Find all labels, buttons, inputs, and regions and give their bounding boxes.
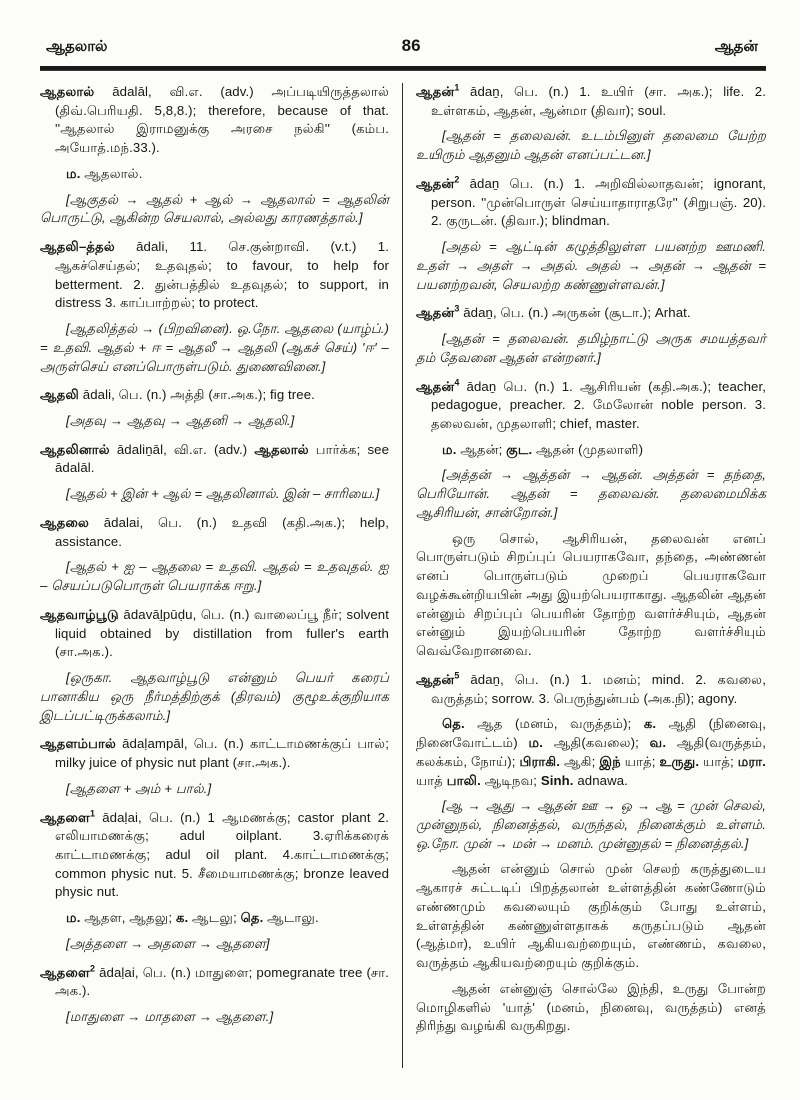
entry-paragraph-lead: ஆதன்$^5$ ādaṉ, பெ. (n.) 1. மனம்; mind. 2. கவலை, வருத்தம்; sorrow. 3. பெருந்துன்பம் (அக.நி); agony. [416, 670, 766, 706]
entry-paragraph-etym: [ஆகுதல் → ஆதல் + ஆல் → ஆதலால் = ஆதலின் பொருட்டு, ஆகின்ற செயலால், அல்லது காரணத்தால்.] [40, 191, 389, 226]
dictionary-entry [40, 809, 389, 954]
dictionary-entry [416, 83, 766, 165]
entry-paragraph-note: ம. ஆதலால். [66, 165, 143, 181]
entry-paragraph-etym: [ஆதன் = தலைவன். தமிழ்நாட்டு அருக சமயத்தவர் தம் தேவனை ஆதன் என்றனர்.] [416, 331, 766, 365]
entry-paragraph-body: ஒரு சொல், ஆசிரியன், தலைவன் எனப் பொருள்படும் சிறப்புப் பெயராகவோ, தந்தை, அண்ணன் எனப் பொருள்படும் முறைப் பெயராகவோ வழக்கூன்றியபின் அது இயற்பெயராகாது. ஆதலின் ஆதன் என்னும் சிறப்புப் பெயரின் தோற்ற வளர்ச்சியும், ஆதன் என்னும் இயற்பெயரின் தோற்ற வளர்ச்சியும் வெவ்வேறானவை. [416, 530, 766, 659]
entry-paragraph-lead: ஆதலி–த்தல் ādali, 11. செ.குன்றாவி. (v.t.) 1. ஆகச்செய்தல்; உதவுதல்; to favour, to help for betterment. 2. துன்பத்தில் உதவுதல்; to support, in distress 3. காப்பாற்றல்; to protect. [40, 239, 389, 311]
entry-paragraph-etym: [அத்தளை → அதளை → ஆதளை] [66, 935, 270, 951]
left-column [40, 83, 403, 1068]
entry-paragraph-note: ம. ஆதள, ஆதலு; க. ஆடலு; தெ. ஆடாலு. [66, 910, 319, 926]
dictionary-entry [416, 671, 766, 1036]
entry-paragraph-lead: ஆதன்$^1$ ādaṉ, பெ. (n.) 1. உயிர் (சா. அக.); life. 2. உள்ளகம், ஆதன், ஆன்மா (திவா); soul. [416, 82, 766, 118]
dictionary-entry [40, 606, 389, 725]
entry-paragraph-lead: ஆதலை ādalai, பெ. (n.) உதவி (கதி.அக.); help, assistance. [40, 514, 389, 549]
entry-paragraph-lead: ஆதலினால் ādaliṉāl, வி.எ. (adv.) ஆதலால் பார்க்க; see ādalāl. [40, 441, 390, 476]
entry-paragraph-etym: [ஆதளை + அம் + பால்.] [66, 780, 212, 796]
entry-paragraph-lead: ஆதன்$^2$ ādaṉ பெ. (n.) 1. அறிவில்லாதவன்; ignorant, person. ''முன்பொருள் செய்யாதாராதரே'' (சிறுபஞ். 20). 2. குருடன். (திவா.); blindman. [416, 174, 766, 229]
entry-paragraph-etym: [மாதுளை → மாதளை → ஆதளை.] [66, 1009, 274, 1025]
entry-paragraph-etym: [அதவு → ஆதவு → ஆதனி → ஆதலி.] [66, 413, 295, 429]
entry-paragraph-lead: ஆதளை$^1$ ādaḷai, பெ. (n.) 1 ஆமணக்கு; castor plant 2. எலியாமணக்கு; adul oilplant. 3.ஏரிக்கரைக் காட்டாமணக்கு; adul oil plant. 4.காட்டாமணக்கு; common physic nut. 5. சீமையாமணக்கு; bronze leaved physic nut. [40, 808, 389, 900]
entry-paragraph-lead: ஆதலி ādali, பெ. (n.) அத்தி (சா.அக.); fig tree. [40, 387, 315, 403]
dictionary-entry [416, 175, 766, 294]
header-right-guideword: ஆதன் [714, 38, 758, 55]
entry-paragraph-etym: [ஆதலித்தல் → (பிறவினை). ஒ.நோ. ஆதலை (யாழ்ப்.) = உதவி. ஆதல் + ஈ = ஆதலீ → ஆதலி (ஆகச் செய்) 'ஈ' – அருள்செய் எனப்பொருள்படும். துணைவினை.] [40, 321, 389, 374]
header-left-guideword: ஆதலால் [46, 38, 108, 55]
dictionary-entry [40, 238, 389, 376]
entry-paragraph-lead: ஆதன்$^4$ ādaṉ பெ. (n.) 1. ஆசிரியன் (கதி.அக.); teacher, pedagogue, preacher. 2. மேலோன் noble person. 3. தலைவன், முதலாளி; chief, master. [416, 377, 766, 432]
entry-paragraph-etym: [ஆ → ஆது → ஆதன் ஊ → ஒ → ஆ = முன் செலல், முன்னுநல், நினைத்தல், வருந்தல், நினைக்கும் உள்ளம். ஒ.நோ. முன் → மன் → மனம். முன்னுதல் = நினைத்தல்.] [416, 798, 766, 851]
dictionary-entry [416, 378, 766, 661]
entry-paragraph-lead: ஆதன்$^3$ ādaṉ, பெ. (n.) அருகன் (சூடா.); Arhat. [416, 303, 691, 321]
content [40, 83, 766, 1068]
dictionary-entry [40, 83, 389, 228]
entry-paragraph-etym: [ஆதல் + ஐ – ஆதலை = உதவி. ஆதல் = உதவுதல். ஐ – செயப்படுபொருள் பெயராக்க ஈறு.] [40, 559, 389, 594]
dictionary-entry [40, 514, 389, 596]
page-header [40, 36, 766, 66]
entry-paragraph-body: ஆதன் என்னுஞ் சொல்லே இந்தி, உருது போன்ற மொழிகளில் 'யாத்' (மனம், நினைவு, வருத்தம்) எனத் திரிந்து வழங்கி வருகிறது. [416, 980, 766, 1034]
dictionary-entry [40, 964, 389, 1027]
entry-paragraph-lead: ஆதவாழ்பூடு ādavāḻpūḍu, பெ. (n.) வாலைப்பூ நீர்; solvent liquid obtained by distillation from fuller's earth (சா.அக.). [40, 606, 389, 660]
entry-paragraph-etym: [ஆதல் + இன் + ஆல் = ஆதலினால். இன் – சாரியை.] [66, 486, 380, 502]
header-rule [40, 66, 766, 71]
dictionary-entry [40, 441, 389, 504]
entry-paragraph-note: ம. ஆதன்; குட. ஆதன் (முதலாளி) [442, 441, 644, 457]
dictionary-entry [416, 304, 766, 367]
entry-paragraph-note: தெ. ஆத (மனம், வருத்தம்); க. ஆதி (நினைவு, நினைவோட்டம்) ம. ஆதி(கவலை); வ. ஆதி(வருத்தம், கலக்கம், நோய்); பிராகி. ஆகி; இந் யாத்; உருது. யாத்; மரா. யாத் பாலி. ஆடிநவ; Sinh. adnawa. [416, 716, 767, 788]
entry-paragraph-etym: [ஒருகா. ஆதவாழ்பூடு என்னும் பெயர் கரைப் பானாகிய ஒரு நீர்மத்திற்குக் (திரவம்) குழூஉக்குறியாக இடப்பட்டிருக்கலாம்.] [40, 670, 389, 723]
entry-paragraph-etym: [அத்தன் → ஆத்தன் → ஆதன். அத்தன் = தந்தை, பெரியோன். ஆதன் = தலைவன். தலைமைமிக்க ஆசிரியன், சான்றோன்.] [416, 467, 766, 520]
entry-paragraph-lead: ஆதளை$^2$ ādaḷai, பெ. (n.) மாதுளை; pomegranate tree (சா. அக.). [40, 963, 389, 999]
entry-paragraph-etym: [அதல் = ஆட்டின் கழுத்திலுள்ள பயனற்ற ஊமணி. உதள் → அதள் → அதல். அதல் → அதன் → ஆதன் = பயனற்றவன், செயலற்ற கண்ணுள்ளவன்.] [416, 239, 766, 292]
entry-paragraph-etym: [ஆதன் = தலைவன். உடம்பினுள் தலைமை யேற்ற உயிரும் ஆதனும் ஆதன் எனப்பட்டன.] [416, 128, 766, 163]
entry-paragraph-lead: ஆதலால் ādalāl, வி.எ. (adv.) அப்படியிருத்தலால் (திவ்.பெரியதி. 5,8,8.); therefore, because of that. ''ஆதலால் இராமனுக்கு அரசை நல்கி'' (கம்ப. அயோத்.மந்.33.). [40, 84, 389, 156]
right-column [403, 83, 766, 1068]
dictionary-entry [40, 386, 389, 430]
entry-paragraph-lead: ஆதளம்பால் ādaḷampāl, பெ. (n.) காட்டாமணக்குப் பால்; milky juice of physic nut plant (சா.அக.). [40, 736, 389, 771]
page-number: 86 [401, 36, 421, 55]
entry-paragraph-body: ஆதன் என்னும் சொல் முன் செலற் கருத்துடைய ஆகாரச் சுட்டடிப் பிறத்தலான் உள்ளத்தின் கண்ணோடும் எண்ணமும் கவலையும் குறிக்கும் போது உள்ளம், உள்ளத்தின் கண்ணுள்ளதாகக் கருதப்படும் ஆதன் (ஆத்மா), உயிர் ஆகியவற்றையும், எண்ணம், கவலை, வருத்தம் ஆகியவற்றையும் குறிக்கும். [416, 861, 766, 971]
dictionary-entry [40, 735, 389, 798]
